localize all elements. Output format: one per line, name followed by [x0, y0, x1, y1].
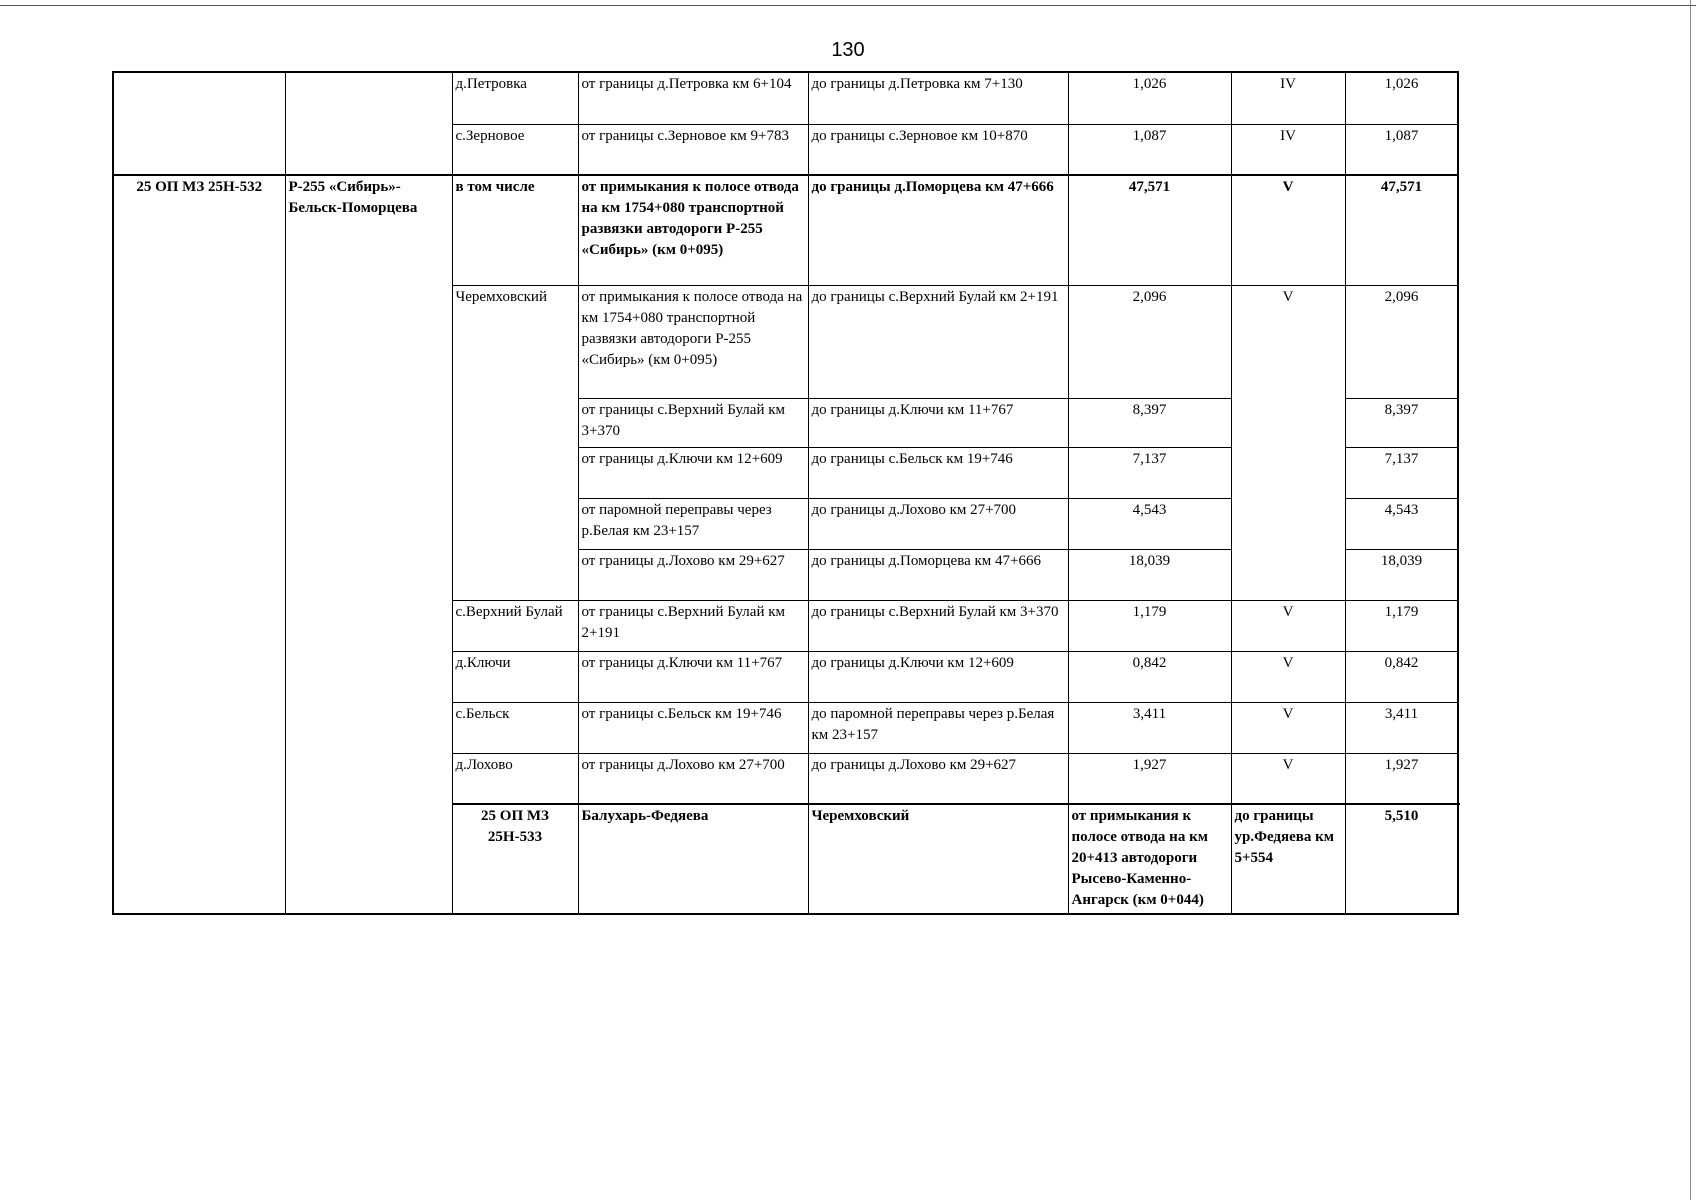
right-border-line — [1690, 0, 1691, 1200]
category-cell: V — [1231, 651, 1345, 702]
length-cell: 8,397 — [1068, 398, 1231, 447]
district-cell: д.Ключи — [452, 651, 578, 702]
from-cell: от примыкания к полосе отвода на км 1754+080 транспортной развязки автодороги Р-255 «Сибирь» (км 0+095) — [578, 175, 808, 285]
total-cell: 1,087 — [1345, 124, 1458, 175]
total-cell: 2,096 — [1345, 285, 1458, 398]
total-cell: 1,927 — [1345, 753, 1458, 804]
total-cell: 1,026 — [1345, 72, 1458, 124]
to-cell: до границы д.Поморцева км 47+666 — [808, 175, 1068, 285]
category-cell: V — [1231, 702, 1345, 753]
total-cell: 7,137 — [1345, 447, 1458, 498]
table-row — [113, 72, 1458, 124]
district-cell: Черемховский — [452, 285, 578, 600]
road-code-cell: 25 ОП МЗ 25Н-532 — [113, 175, 285, 914]
road-name-cell: Р-255 «Сибирь»-Бельск-Поморцева — [285, 175, 452, 914]
category-cell: IV — [1231, 124, 1345, 175]
length-cell: 18,039 — [1068, 549, 1231, 600]
roads-table — [112, 71, 1459, 915]
road-code-cell: 25 ОП МЗ 25Н-533 — [452, 804, 578, 914]
from-cell: от границы д.Ключи км 12+609 — [578, 447, 808, 498]
to-cell: до границы с.Бельск км 19+746 — [808, 447, 1068, 498]
from-cell: от границы с.Зерновое км 9+783 — [578, 124, 808, 175]
road-code-cell — [113, 72, 285, 175]
from-cell: от границы с.Верхний Булай км 3+370 — [578, 398, 808, 447]
total-cell: 4,543 — [1345, 498, 1458, 549]
length-cell: 1,927 — [1068, 753, 1231, 804]
to-cell: до границы д.Ключи км 12+609 — [808, 651, 1068, 702]
district-cell: с.Верхний Булай — [452, 600, 578, 651]
district-cell: с.Зерновое — [452, 124, 578, 175]
from-cell: от паромной переправы через р.Белая км 23+157 — [578, 498, 808, 549]
total-cell: 18,039 — [1345, 549, 1458, 600]
category-cell: V — [1231, 600, 1345, 651]
length-cell: 7,137 — [1068, 447, 1231, 498]
from-cell: от примыкания к полосе отвода на км 1754+080 транспортной развязки автодороги Р-255 «Сибирь» (км 0+095) — [578, 285, 808, 398]
length-cell: 1,026 — [1068, 72, 1231, 124]
total-cell: 8,397 — [1345, 398, 1458, 447]
to-cell: до границы д.Петровка км 7+130 — [808, 72, 1068, 124]
from-cell: от границы с.Бельск км 19+746 — [578, 702, 808, 753]
from-cell: от границы д.Ключи км 11+767 — [578, 651, 808, 702]
district-cell: с.Бельск — [452, 702, 578, 753]
to-cell: до границы д.Лохово км 27+700 — [808, 498, 1068, 549]
to-cell: до границы с.Верхний Булай км 3+370 — [808, 600, 1068, 651]
from-cell: от примыкания к полосе отвода на км 20+413 автодороги Рысево-Каменно-Ангарск (км 0+044) — [1068, 804, 1231, 914]
page-number: 130 — [831, 39, 865, 61]
total-cell: 1,179 — [1345, 600, 1458, 651]
length-cell: 47,571 — [1068, 175, 1231, 285]
to-cell: до границы ур.Федяева км 5+554 — [1231, 804, 1345, 914]
road-name-cell: Балухарь-Федяева — [578, 804, 808, 914]
length-cell: 4,543 — [1068, 498, 1231, 549]
to-cell: до границы с.Верхний Булай км 2+191 — [808, 285, 1068, 398]
to-cell: до границы д.Поморцева км 47+666 — [808, 549, 1068, 600]
category-cell: IV — [1231, 72, 1345, 124]
category-cell: V — [1231, 285, 1345, 600]
length-cell: 2,096 — [1068, 285, 1231, 398]
to-cell: до паромной переправы через р.Белая км 23+157 — [808, 702, 1068, 753]
top-border-line — [0, 5, 1696, 6]
to-cell: до границы д.Ключи км 11+767 — [808, 398, 1068, 447]
road-name-cell — [285, 72, 452, 175]
district-cell: Черемховский — [808, 804, 1068, 914]
length-cell: 1,087 — [1068, 124, 1231, 175]
district-cell: д.Лохово — [452, 753, 578, 804]
to-cell: до границы д.Лохово км 29+627 — [808, 753, 1068, 804]
from-cell: от границы с.Верхний Булай км 2+191 — [578, 600, 808, 651]
length-cell: 3,411 — [1068, 702, 1231, 753]
to-cell: до границы с.Зерновое км 10+870 — [808, 124, 1068, 175]
length-cell: 0,842 — [1068, 651, 1231, 702]
from-cell: от границы д.Лохово км 29+627 — [578, 549, 808, 600]
length-cell: 1,179 — [1068, 600, 1231, 651]
length-cell: 5,510 — [1345, 804, 1458, 914]
total-cell: 3,411 — [1345, 702, 1458, 753]
total-cell: 47,571 — [1345, 175, 1458, 285]
category-cell: V — [1231, 175, 1345, 285]
from-cell: от границы д.Лохово км 27+700 — [578, 753, 808, 804]
from-cell: от границы д.Петровка км 6+104 — [578, 72, 808, 124]
district-cell: в том числе — [452, 175, 578, 285]
category-cell: V — [1231, 753, 1345, 804]
total-cell: 0,842 — [1345, 651, 1458, 702]
table-row — [113, 175, 1458, 285]
district-cell: д.Петровка — [452, 72, 578, 124]
